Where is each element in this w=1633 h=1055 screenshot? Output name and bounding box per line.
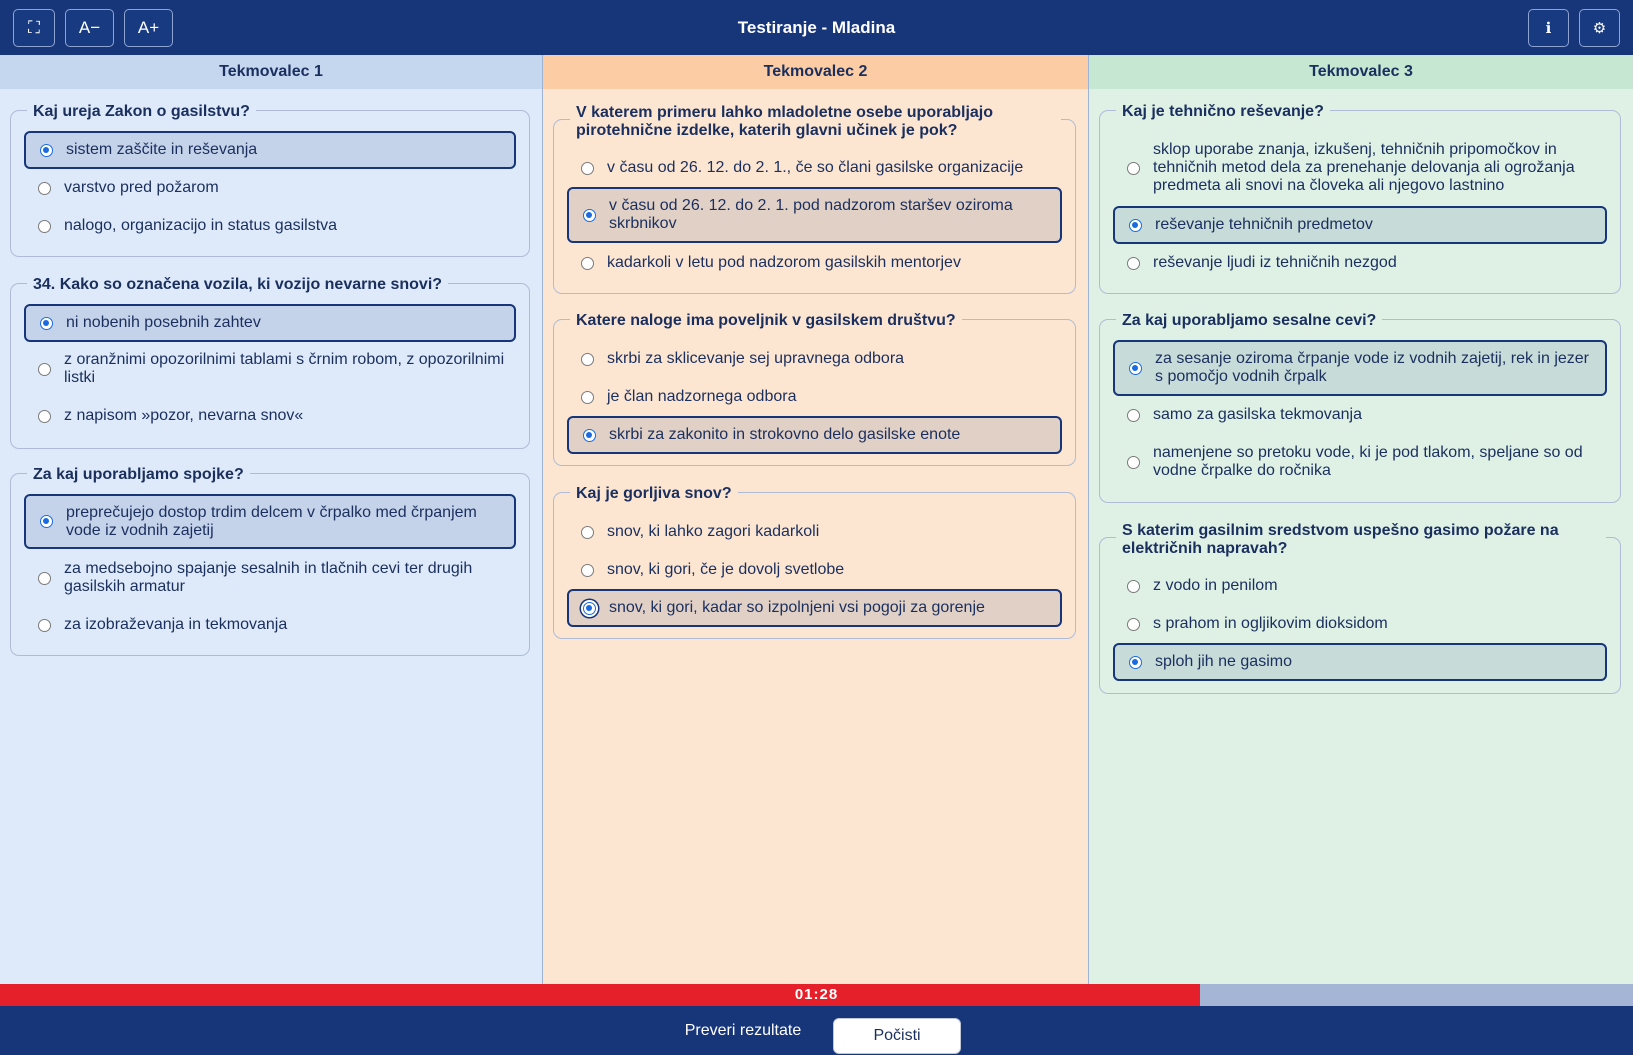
answer-option[interactable] (1113, 206, 1607, 244)
answer-option[interactable] (567, 244, 1062, 282)
answer-option[interactable] (567, 551, 1062, 589)
radio-button[interactable] (581, 162, 594, 175)
answer-option[interactable] (567, 378, 1062, 416)
answer-option[interactable] (24, 207, 516, 245)
answer-label: skrbi za sklicevanje sej upravnega odbora (607, 350, 905, 367)
top-bar (0, 0, 1633, 55)
timer-bar (0, 984, 1633, 1006)
answer-label: sistem zaščite in reševanja (66, 141, 258, 158)
answer-option[interactable] (1113, 396, 1607, 434)
radio-button[interactable] (583, 209, 596, 222)
question-text: Kaj je gorljiva snov? (570, 485, 738, 503)
answer-label: z oranžnimi opozorilnimi tablami s črnim robom, z opozorilnimi listki (64, 351, 505, 386)
radio-button[interactable] (1127, 618, 1140, 631)
page-title: Testiranje - Mladina (737, 18, 896, 37)
answer-label: sklop uporabe znanja, izkušenj, tehničnih pripomočkov in tehničnih metod dela za prenehanje delovanja ali ogrožanja predmeta ali snovi na človeka ali njegovo lastnino (1153, 141, 1575, 194)
radio-button[interactable] (38, 619, 51, 632)
radio-button[interactable] (1129, 219, 1142, 232)
answer-label: reševanje tehničnih predmetov (1155, 216, 1373, 233)
answer-option[interactable] (567, 416, 1062, 454)
answer-label: je član nadzornega odbora (607, 388, 797, 405)
radio-button[interactable] (38, 182, 51, 195)
answer-label: z napisom »pozor, nevarna snov« (64, 407, 304, 424)
clear-button[interactable]: Počisti (833, 1018, 961, 1054)
answer-option[interactable] (567, 149, 1062, 187)
bottom-bar (0, 1006, 1633, 1055)
question-box (553, 312, 1076, 466)
answer-option[interactable] (1113, 131, 1607, 205)
answer-label: varstvo pred požarom (64, 179, 219, 196)
radio-button[interactable] (581, 391, 594, 404)
answer-label: za medsebojno spajanje sesalnih in tlačnih cevi ter drugih gasilskih armatur (64, 560, 473, 595)
question-text: S katerim gasilnim sredstvom uspešno gasimo požare na električnih napravah? (1116, 522, 1606, 558)
answer-label: s prahom in ogljikovim dioksidom (1153, 615, 1388, 632)
radio-button[interactable] (1127, 456, 1140, 469)
answer-label: snov, ki gori, kadar so izpolnjeni vsi pogoji za gorenje (609, 599, 985, 616)
answer-option[interactable] (567, 187, 1062, 243)
fullscreen-button[interactable] (13, 9, 55, 47)
question-box (10, 466, 530, 656)
radio-button[interactable] (38, 363, 51, 376)
radio-button[interactable] (583, 602, 596, 615)
answer-option[interactable] (1113, 643, 1607, 681)
answer-option[interactable] (24, 342, 516, 396)
answer-option[interactable] (567, 589, 1062, 627)
answer-option[interactable] (567, 340, 1062, 378)
question-text: Za kaj uporabljamo sesalne cevi? (1116, 312, 1382, 330)
check-results-button[interactable]: Preveri rezultate (684, 1022, 802, 1039)
contestant-1-header: Tekmovalec 1 (0, 55, 542, 89)
timer-text: 01:28 (794, 986, 839, 1003)
answer-option[interactable] (24, 550, 516, 606)
fullscreen-icon: ⛶ (28, 18, 40, 37)
gear-icon: ⚙ (1592, 20, 1607, 37)
question-box (1099, 522, 1621, 694)
answer-label: snov, ki lahko zagori kadarkoli (607, 523, 820, 540)
settings-button[interactable] (1579, 9, 1620, 47)
contestant-2-header: Tekmovalec 2 (543, 55, 1088, 89)
answer-label: v času od 26. 12. do 2. 1. pod nadzorom staršev oziroma skrbnikov (609, 197, 1013, 232)
font-increase-button[interactable]: A+ (124, 9, 173, 47)
radio-button[interactable] (1127, 257, 1140, 270)
radio-button[interactable] (40, 317, 53, 330)
answer-label: snov, ki gori, če je dovolj svetlobe (607, 561, 845, 578)
question-text: Katere naloge ima poveljnik v gasilskem društvu? (570, 312, 962, 330)
radio-button[interactable] (581, 526, 594, 539)
contestant-columns (0, 55, 1633, 984)
radio-button[interactable] (40, 144, 53, 157)
info-button[interactable] (1528, 9, 1569, 47)
answer-label: za sesanje oziroma črpanje vode iz vodnih zajetij, rek in jezer s pomočjo vodnih črpalk (1155, 350, 1589, 385)
radio-button[interactable] (1127, 580, 1140, 593)
radio-button[interactable] (40, 515, 53, 528)
question-box (10, 103, 530, 257)
question-box (553, 485, 1076, 639)
radio-button[interactable] (1127, 162, 1140, 175)
answer-option[interactable] (24, 131, 516, 169)
radio-button[interactable] (581, 564, 594, 577)
answer-option[interactable] (1113, 434, 1607, 490)
contestant-3-header: Tekmovalec 3 (1089, 55, 1633, 89)
answer-label: namenjene so pretoku vode, ki je pod tlakom, speljane so od vodne črpalke do ročnika (1153, 444, 1583, 479)
answer-option[interactable] (1113, 605, 1607, 643)
question-text: Kaj ureja Zakon o gasilstvu? (27, 103, 256, 121)
info-icon: ℹ (1545, 20, 1552, 37)
answer-label: samo za gasilska tekmovanja (1153, 406, 1362, 423)
answer-label: sploh jih ne gasimo (1155, 653, 1292, 670)
question-text: Kaj je tehnično reševanje? (1116, 103, 1330, 121)
answer-label: skrbi za zakonito in strokovno delo gasilske enote (609, 426, 961, 443)
radio-button[interactable] (38, 220, 51, 233)
answer-label: ni nobenih posebnih zahtev (66, 314, 261, 331)
answer-option[interactable] (1113, 567, 1607, 605)
answer-option[interactable] (24, 494, 516, 549)
answer-label: za izobraževanja in tekmovanja (64, 616, 288, 633)
answer-label: nalogo, organizacijo in status gasilstva (64, 217, 338, 234)
contestant-1-column (0, 55, 543, 984)
answer-option[interactable] (24, 396, 516, 436)
answer-label: z vodo in penilom (1153, 577, 1278, 594)
question-text: V katerem primeru lahko mladoletne osebe uporabljajo pirotehnične izdelke, katerih glavni učinek je pok? (570, 104, 1061, 140)
answer-label: v času od 26. 12. do 2. 1., če so člani gasilske organizacije (607, 159, 1024, 176)
radio-button[interactable] (1129, 656, 1142, 669)
answer-option[interactable] (567, 513, 1062, 551)
question-text: Za kaj uporabljamo spojke? (27, 466, 250, 484)
question-box (10, 276, 530, 449)
question-box (553, 104, 1076, 294)
answer-label: kadarkoli v letu pod nadzorom gasilskih mentorjev (607, 254, 961, 271)
answer-option[interactable] (1113, 340, 1607, 396)
radio-button[interactable] (38, 572, 51, 585)
radio-button[interactable] (1127, 409, 1140, 422)
answer-option[interactable] (24, 304, 516, 342)
answer-option[interactable] (24, 606, 516, 644)
answer-option[interactable] (24, 169, 516, 207)
answer-option[interactable] (1113, 244, 1607, 282)
question-box (1099, 312, 1621, 503)
answer-label: preprečujejo dostop trdim delcem v črpalko med črpanjem vode iz vodnih zajetij (66, 503, 477, 539)
question-text: 34. Kako so označena vozila, ki vozijo nevarne snovi? (27, 276, 448, 294)
radio-button[interactable] (1129, 362, 1142, 375)
radio-button[interactable] (581, 353, 594, 366)
question-box (1099, 103, 1621, 294)
font-decrease-button[interactable]: A− (65, 9, 114, 47)
radio-button[interactable] (583, 429, 596, 442)
contestant-3-column (1089, 55, 1633, 984)
radio-button[interactable] (38, 410, 51, 423)
contestant-2-column (543, 55, 1089, 984)
radio-button[interactable] (581, 257, 594, 270)
answer-label: reševanje ljudi iz tehničnih nezgod (1153, 254, 1397, 271)
